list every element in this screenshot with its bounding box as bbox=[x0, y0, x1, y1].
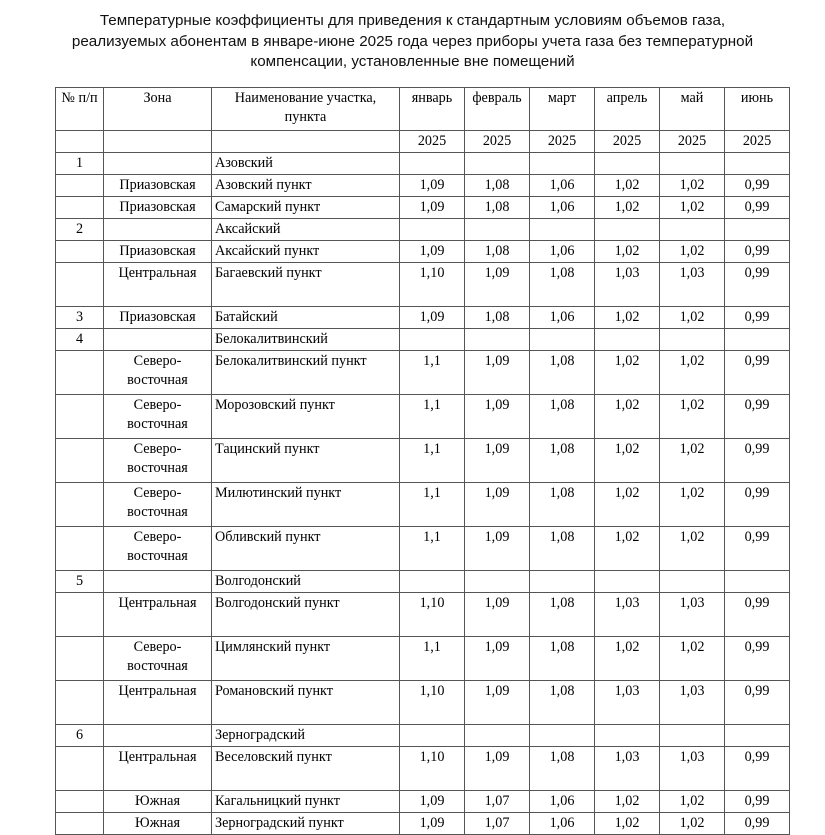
row-value-april: 1,02 bbox=[595, 482, 660, 526]
row-value-march: 1,08 bbox=[530, 592, 595, 636]
row-value-may: 1,02 bbox=[660, 790, 725, 812]
row-value-february: 1,09 bbox=[465, 482, 530, 526]
row-value-january: 1,09 bbox=[400, 306, 465, 328]
row-value-june: 0,99 bbox=[725, 526, 790, 570]
row-number-cell bbox=[56, 240, 104, 262]
table-row bbox=[56, 724, 790, 746]
row-value-may: 1,02 bbox=[660, 350, 725, 394]
row-value-january bbox=[400, 328, 465, 350]
row-value-january: 1,1 bbox=[400, 482, 465, 526]
row-zone-cell: Приазовская bbox=[104, 196, 212, 218]
row-section-name-cell: Батайский bbox=[212, 306, 400, 328]
row-name-cell: Багаевский пункт bbox=[212, 262, 400, 306]
row-value-january bbox=[400, 152, 465, 174]
row-number-cell: 3 bbox=[56, 306, 104, 328]
row-value-march: 1,08 bbox=[530, 746, 595, 790]
row-value-february bbox=[465, 328, 530, 350]
table-row bbox=[56, 218, 790, 240]
table-row bbox=[56, 636, 790, 680]
row-value-june bbox=[725, 328, 790, 350]
row-value-march: 1,08 bbox=[530, 636, 595, 680]
row-value-may bbox=[660, 218, 725, 240]
table-header bbox=[56, 87, 790, 152]
row-value-march: 1,08 bbox=[530, 350, 595, 394]
row-section-name-cell: Белокалитвинский bbox=[212, 328, 400, 350]
row-value-june: 0,99 bbox=[725, 394, 790, 438]
row-value-june: 0,99 bbox=[725, 262, 790, 306]
row-value-march: 1,08 bbox=[530, 394, 595, 438]
row-number-cell bbox=[56, 680, 104, 724]
row-value-june: 0,99 bbox=[725, 482, 790, 526]
row-value-january bbox=[400, 570, 465, 592]
header-year-april: 2025 bbox=[595, 130, 660, 152]
row-value-february: 1,09 bbox=[465, 526, 530, 570]
row-value-april: 1,02 bbox=[595, 636, 660, 680]
row-value-february: 1,09 bbox=[465, 262, 530, 306]
row-section-name-cell: Аксайский bbox=[212, 218, 400, 240]
row-value-january: 1,1 bbox=[400, 526, 465, 570]
row-zone-cell: Северо-восточная bbox=[104, 482, 212, 526]
row-number-cell bbox=[56, 482, 104, 526]
row-number-cell bbox=[56, 438, 104, 482]
row-name-cell: Милютинский пункт bbox=[212, 482, 400, 526]
row-number-cell bbox=[56, 196, 104, 218]
row-value-january: 1,09 bbox=[400, 790, 465, 812]
row-value-march bbox=[530, 570, 595, 592]
row-value-june: 0,99 bbox=[725, 306, 790, 328]
row-number-cell bbox=[56, 262, 104, 306]
row-value-may: 1,03 bbox=[660, 680, 725, 724]
row-value-april: 1,03 bbox=[595, 746, 660, 790]
row-value-march: 1,08 bbox=[530, 482, 595, 526]
row-value-march bbox=[530, 724, 595, 746]
row-zone-cell: Северо-восточная bbox=[104, 438, 212, 482]
row-value-may: 1,03 bbox=[660, 746, 725, 790]
table-row bbox=[56, 196, 790, 218]
row-value-april: 1,02 bbox=[595, 240, 660, 262]
table-row bbox=[56, 394, 790, 438]
row-value-june: 0,99 bbox=[725, 240, 790, 262]
header-month-february: февраль bbox=[465, 87, 530, 130]
row-name-cell: Белокалитвинский пункт bbox=[212, 350, 400, 394]
row-value-june: 0,99 bbox=[725, 812, 790, 834]
row-name-cell: Веселовский пункт bbox=[212, 746, 400, 790]
row-value-january: 1,1 bbox=[400, 636, 465, 680]
row-value-april: 1,02 bbox=[595, 394, 660, 438]
row-name-cell: Азовский пункт bbox=[212, 174, 400, 196]
row-value-march bbox=[530, 218, 595, 240]
row-value-february: 1,07 bbox=[465, 790, 530, 812]
row-value-january: 1,10 bbox=[400, 746, 465, 790]
row-value-june bbox=[725, 218, 790, 240]
row-zone-cell: Южная bbox=[104, 812, 212, 834]
row-value-may bbox=[660, 152, 725, 174]
header-month-january: январь bbox=[400, 87, 465, 130]
row-value-march: 1,06 bbox=[530, 174, 595, 196]
row-value-june: 0,99 bbox=[725, 746, 790, 790]
row-value-april: 1,02 bbox=[595, 438, 660, 482]
row-value-february bbox=[465, 570, 530, 592]
row-value-january: 1,09 bbox=[400, 240, 465, 262]
row-name-cell: Волгодонский пункт bbox=[212, 592, 400, 636]
row-number-cell bbox=[56, 394, 104, 438]
row-value-may bbox=[660, 724, 725, 746]
row-value-april bbox=[595, 218, 660, 240]
row-number-cell bbox=[56, 592, 104, 636]
row-value-february: 1,09 bbox=[465, 746, 530, 790]
row-value-january: 1,10 bbox=[400, 592, 465, 636]
row-section-name-cell: Зерноградский bbox=[212, 724, 400, 746]
row-value-february: 1,09 bbox=[465, 350, 530, 394]
row-number-cell: 4 bbox=[56, 328, 104, 350]
header-month-april: апрель bbox=[595, 87, 660, 130]
table-row bbox=[56, 592, 790, 636]
row-name-cell: Тацинский пункт bbox=[212, 438, 400, 482]
row-zone-cell bbox=[104, 570, 212, 592]
row-name-cell: Цимлянский пункт bbox=[212, 636, 400, 680]
table-row bbox=[56, 240, 790, 262]
table-row bbox=[56, 482, 790, 526]
temperature-coefficients-table bbox=[55, 87, 790, 835]
header-month-march: март bbox=[530, 87, 595, 130]
header-year-spacer-num bbox=[56, 130, 104, 152]
row-value-march: 1,08 bbox=[530, 526, 595, 570]
header-year-march: 2025 bbox=[530, 130, 595, 152]
header-month-may: май bbox=[660, 87, 725, 130]
row-value-april bbox=[595, 570, 660, 592]
row-name-cell: Кагальницкий пункт bbox=[212, 790, 400, 812]
table-row bbox=[56, 680, 790, 724]
row-value-may: 1,02 bbox=[660, 306, 725, 328]
row-number-cell: 2 bbox=[56, 218, 104, 240]
header-name: Наименование участка, пункта bbox=[212, 87, 400, 130]
row-number-cell bbox=[56, 350, 104, 394]
row-value-june: 0,99 bbox=[725, 350, 790, 394]
row-value-april: 1,03 bbox=[595, 262, 660, 306]
header-num: № п/п bbox=[56, 87, 104, 130]
row-zone-cell: Северо-восточная bbox=[104, 526, 212, 570]
header-year-may: 2025 bbox=[660, 130, 725, 152]
row-value-june: 0,99 bbox=[725, 680, 790, 724]
row-zone-cell bbox=[104, 152, 212, 174]
header-year-spacer-zone bbox=[104, 130, 212, 152]
row-value-february: 1,08 bbox=[465, 306, 530, 328]
table-container bbox=[0, 73, 825, 835]
row-number-cell bbox=[56, 636, 104, 680]
row-section-name-cell: Азовский bbox=[212, 152, 400, 174]
row-value-january: 1,09 bbox=[400, 812, 465, 834]
row-value-february bbox=[465, 218, 530, 240]
row-zone-cell: Центральная bbox=[104, 592, 212, 636]
row-value-february bbox=[465, 152, 530, 174]
header-month-june: июнь bbox=[725, 87, 790, 130]
row-value-february: 1,09 bbox=[465, 680, 530, 724]
row-value-february: 1,09 bbox=[465, 394, 530, 438]
row-value-may bbox=[660, 570, 725, 592]
row-value-april bbox=[595, 724, 660, 746]
row-number-cell: 1 bbox=[56, 152, 104, 174]
row-number-cell bbox=[56, 812, 104, 834]
table-row bbox=[56, 152, 790, 174]
row-value-may: 1,02 bbox=[660, 636, 725, 680]
row-zone-cell: Южная bbox=[104, 790, 212, 812]
row-value-january bbox=[400, 218, 465, 240]
row-zone-cell: Центральная bbox=[104, 746, 212, 790]
table-row bbox=[56, 812, 790, 834]
row-value-january: 1,10 bbox=[400, 262, 465, 306]
header-year-january: 2025 bbox=[400, 130, 465, 152]
row-value-march: 1,06 bbox=[530, 306, 595, 328]
header-row-years bbox=[56, 130, 790, 152]
row-value-february bbox=[465, 724, 530, 746]
row-zone-cell: Приазовская bbox=[104, 306, 212, 328]
row-zone-cell: Северо-восточная bbox=[104, 394, 212, 438]
row-value-april: 1,02 bbox=[595, 812, 660, 834]
row-value-may: 1,03 bbox=[660, 592, 725, 636]
table-row bbox=[56, 790, 790, 812]
row-value-june: 0,99 bbox=[725, 790, 790, 812]
row-value-february: 1,08 bbox=[465, 174, 530, 196]
row-name-cell: Зерноградский пункт bbox=[212, 812, 400, 834]
row-value-march bbox=[530, 152, 595, 174]
row-number-cell bbox=[56, 526, 104, 570]
row-zone-cell: Приазовская bbox=[104, 174, 212, 196]
row-value-march: 1,08 bbox=[530, 680, 595, 724]
row-value-june bbox=[725, 570, 790, 592]
row-value-april: 1,02 bbox=[595, 526, 660, 570]
row-value-january: 1,1 bbox=[400, 438, 465, 482]
row-value-april bbox=[595, 328, 660, 350]
row-name-cell: Морозовский пункт bbox=[212, 394, 400, 438]
row-value-march: 1,06 bbox=[530, 812, 595, 834]
row-zone-cell: Северо-восточная bbox=[104, 636, 212, 680]
row-value-may bbox=[660, 328, 725, 350]
row-value-april: 1,02 bbox=[595, 790, 660, 812]
page-title: Температурные коэффициенты для приведения к стандартным условиям объемов газа, реализуемых абонентам в январе-июне 2025 года через приборы учета газа без температурной компенсации, установленные вне помещений bbox=[71, 12, 754, 70]
row-value-january: 1,09 bbox=[400, 196, 465, 218]
row-value-april bbox=[595, 152, 660, 174]
table-row bbox=[56, 328, 790, 350]
header-zone: Зона bbox=[104, 87, 212, 130]
header-row-titles bbox=[56, 87, 790, 130]
row-value-february: 1,09 bbox=[465, 592, 530, 636]
table-row bbox=[56, 262, 790, 306]
row-value-march bbox=[530, 328, 595, 350]
table-body bbox=[56, 152, 790, 834]
row-value-may: 1,02 bbox=[660, 526, 725, 570]
row-value-january bbox=[400, 724, 465, 746]
row-value-february: 1,09 bbox=[465, 438, 530, 482]
row-value-may: 1,02 bbox=[660, 438, 725, 482]
header-year-june: 2025 bbox=[725, 130, 790, 152]
row-value-march: 1,08 bbox=[530, 438, 595, 482]
header-year-spacer-name bbox=[212, 130, 400, 152]
row-value-april: 1,02 bbox=[595, 306, 660, 328]
table-row bbox=[56, 174, 790, 196]
row-value-april: 1,03 bbox=[595, 680, 660, 724]
row-zone-cell: Северо-восточная bbox=[104, 350, 212, 394]
row-value-june: 0,99 bbox=[725, 636, 790, 680]
row-value-june: 0,99 bbox=[725, 174, 790, 196]
table-row bbox=[56, 526, 790, 570]
row-zone-cell bbox=[104, 328, 212, 350]
row-number-cell bbox=[56, 790, 104, 812]
row-value-march: 1,06 bbox=[530, 790, 595, 812]
row-value-january: 1,1 bbox=[400, 350, 465, 394]
header-year-february: 2025 bbox=[465, 130, 530, 152]
row-value-march: 1,08 bbox=[530, 262, 595, 306]
row-zone-cell bbox=[104, 218, 212, 240]
row-value-may: 1,02 bbox=[660, 482, 725, 526]
row-value-may: 1,02 bbox=[660, 196, 725, 218]
table-row bbox=[56, 350, 790, 394]
row-name-cell: Самарский пункт bbox=[212, 196, 400, 218]
row-value-february: 1,09 bbox=[465, 636, 530, 680]
row-value-june bbox=[725, 724, 790, 746]
row-zone-cell: Центральная bbox=[104, 262, 212, 306]
row-value-june: 0,99 bbox=[725, 592, 790, 636]
row-value-february: 1,08 bbox=[465, 240, 530, 262]
row-value-may: 1,03 bbox=[660, 262, 725, 306]
row-value-june: 0,99 bbox=[725, 196, 790, 218]
row-value-january: 1,1 bbox=[400, 394, 465, 438]
table-row bbox=[56, 438, 790, 482]
table-row bbox=[56, 306, 790, 328]
row-value-may: 1,02 bbox=[660, 812, 725, 834]
row-zone-cell bbox=[104, 724, 212, 746]
row-value-april: 1,02 bbox=[595, 196, 660, 218]
row-section-name-cell: Волгодонский bbox=[212, 570, 400, 592]
row-name-cell: Романовский пункт bbox=[212, 680, 400, 724]
row-value-january: 1,10 bbox=[400, 680, 465, 724]
row-value-april: 1,02 bbox=[595, 174, 660, 196]
row-value-march: 1,06 bbox=[530, 196, 595, 218]
row-zone-cell: Приазовская bbox=[104, 240, 212, 262]
row-number-cell bbox=[56, 746, 104, 790]
row-value-april: 1,02 bbox=[595, 350, 660, 394]
row-value-june: 0,99 bbox=[725, 438, 790, 482]
row-value-february: 1,07 bbox=[465, 812, 530, 834]
table-row bbox=[56, 570, 790, 592]
row-number-cell: 5 bbox=[56, 570, 104, 592]
row-value-may: 1,02 bbox=[660, 174, 725, 196]
row-value-may: 1,02 bbox=[660, 394, 725, 438]
row-name-cell: Обливский пункт bbox=[212, 526, 400, 570]
row-value-april: 1,03 bbox=[595, 592, 660, 636]
row-value-january: 1,09 bbox=[400, 174, 465, 196]
table-row bbox=[56, 746, 790, 790]
row-number-cell bbox=[56, 174, 104, 196]
row-number-cell: 6 bbox=[56, 724, 104, 746]
row-zone-cell: Центральная bbox=[104, 680, 212, 724]
row-value-february: 1,08 bbox=[465, 196, 530, 218]
row-value-march: 1,06 bbox=[530, 240, 595, 262]
row-value-may: 1,02 bbox=[660, 240, 725, 262]
row-name-cell: Аксайский пункт bbox=[212, 240, 400, 262]
row-value-june bbox=[725, 152, 790, 174]
